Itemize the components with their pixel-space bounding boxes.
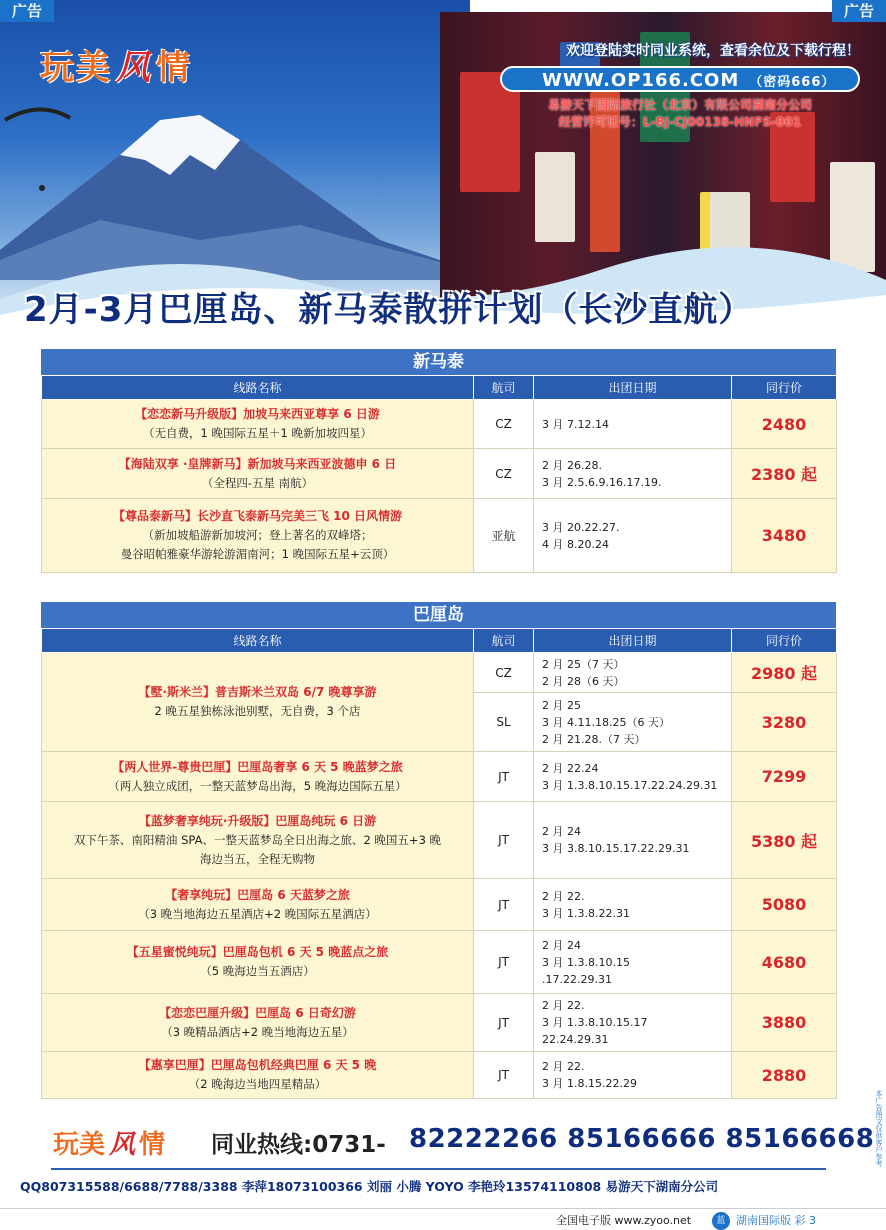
- route-table: [41, 628, 837, 1099]
- website-pill[interactable]: [500, 66, 860, 92]
- route-title: 【恋恋巴厘升级】巴厘岛 6 日奇幻游: [159, 1005, 356, 1020]
- price-cell: 2380 起: [732, 449, 837, 499]
- date-line: 2 月 25（7 天）: [542, 657, 625, 671]
- price-cell: 5380 起: [732, 802, 837, 879]
- logo-text-2: 风: [109, 1130, 136, 1160]
- footer-hotline: [41, 1112, 875, 1172]
- table-row: [42, 499, 837, 573]
- price-cell: 4680: [732, 931, 837, 994]
- route-desc: （5 晚海边当五酒店）: [200, 964, 315, 978]
- logo-text-3: 情: [139, 1130, 166, 1160]
- date-line: 2 月 24: [542, 938, 581, 952]
- dates-cell: [534, 693, 732, 752]
- dates-cell: [534, 449, 732, 499]
- route-title: 【惠享巴厘】巴厘岛包机经典巴厘 6 天 5 晚: [138, 1058, 377, 1072]
- date-line: 3 月 1.3.8.10.15.17: [542, 1016, 648, 1029]
- airline-cell: CZ: [474, 449, 534, 499]
- route-cell: [42, 931, 474, 994]
- route-desc: （2 晚海边当地四星精品）: [188, 1077, 327, 1091]
- date-line: 3 月 20.22.27.: [542, 520, 620, 534]
- airline-cell: JT: [474, 1052, 534, 1099]
- date-line: 2 月 28（6 天）: [542, 674, 625, 688]
- date-line: 3 月 1.8.15.22.29: [542, 1077, 637, 1090]
- col-route: 线路名称: [42, 376, 474, 400]
- website-password: （密码666）: [749, 75, 836, 90]
- col-airline: 航司: [474, 376, 534, 400]
- route-desc: 2 晚五星独栋泳池别墅，无自费，3 个店: [154, 704, 361, 718]
- date-line: 3 月 4.11.18.25（6 天）: [542, 715, 670, 729]
- table-row: [42, 1052, 837, 1099]
- dates-cell: [534, 802, 732, 879]
- route-title: 【恋恋新马升级版】加坡马来西亚尊享 6 日游: [135, 407, 380, 421]
- page-title: 2月-3月巴厘岛、新马泰散拼计划（长沙直航）: [24, 290, 754, 330]
- airline-cell: JT: [474, 752, 534, 802]
- ad-label-right: 广告: [832, 0, 886, 22]
- logo-text-1: 玩美: [40, 48, 112, 88]
- date-line: 3 月 3.8.10.15.17.22.29.31: [542, 842, 690, 855]
- logo-text-3: 情: [156, 48, 192, 88]
- table-row: [42, 653, 837, 693]
- price-cell: 2880: [732, 1052, 837, 1099]
- route-desc: （无自费，1 晚国际五星＋1 晚新加坡四星）: [143, 426, 372, 440]
- price-cell: 3880: [732, 994, 837, 1052]
- route-title: 【蓝梦奢享纯玩·升级版】巴厘岛纯玩 6 日游: [138, 813, 377, 828]
- section-xinmatai: [41, 349, 836, 573]
- price-cell: 2980 起: [732, 653, 837, 693]
- airline-cell: CZ: [474, 400, 534, 449]
- price-cell: 5080: [732, 879, 837, 931]
- route-cell: [42, 449, 474, 499]
- airline-cell: JT: [474, 802, 534, 879]
- date-line: 2 月 22.: [542, 1060, 585, 1073]
- date-line: 2 月 26.28.: [542, 458, 602, 472]
- date-line: 2 月 25: [542, 698, 581, 712]
- table-row: [42, 400, 837, 449]
- logo-text-1: 玩美: [53, 1130, 106, 1160]
- table-header-row: [42, 376, 837, 400]
- airline-cell: JT: [474, 994, 534, 1052]
- date-line: 22.24.29.31: [542, 1033, 609, 1046]
- edition-label: 湖南国际版 彩 3: [736, 1214, 816, 1227]
- table-row: [42, 449, 837, 499]
- date-line: 3 月 1.3.8.10.15: [542, 955, 630, 969]
- dates-cell: [534, 931, 732, 994]
- hotline-label: 同业热线:0731-: [211, 1132, 386, 1158]
- footer-logo: [53, 1124, 165, 1161]
- route-cell: [42, 653, 474, 752]
- welcome-text: 欢迎登陆实时同业系统，查看余位及下载行程！: [566, 43, 860, 59]
- route-desc-2: 曼谷昭帕雅豪华游轮游湄南河；1 晚国际五星+云顶）: [120, 547, 395, 561]
- bottom-bar: [0, 1208, 886, 1230]
- col-dates: 出团日期: [534, 376, 732, 400]
- route-cell: [42, 994, 474, 1052]
- route-cell: [42, 752, 474, 802]
- route-desc: （3 晚当地海边五星酒店+2 晚国际五星酒店）: [138, 906, 377, 921]
- route-desc-2: 海边当五，全程无购物: [200, 851, 315, 866]
- contact-list: QQ807315588/6688/7788/3388 李萍18073100366 刘丽 小腾 YOYO 李艳玲13574110808 易游天下湖南分公司: [20, 1179, 719, 1194]
- route-desc: 双下午茶、南阳精油 SPA、一整天蓝梦岛全日出海之旅、2 晚国五+3 晚: [73, 832, 442, 847]
- section-title: 巴厘岛: [41, 602, 836, 628]
- hotline-numbers[interactable]: 82222266 85166666 85166668: [409, 1124, 875, 1154]
- route-desc: （全程四-五星 南航）: [201, 475, 314, 490]
- airline-cell: SL: [474, 693, 534, 752]
- table-row: [42, 802, 837, 879]
- section-title: 新马泰: [41, 349, 836, 375]
- date-line: 2 月 24: [542, 825, 581, 838]
- dates-cell: [534, 752, 732, 802]
- date-line: .17.22.29.31: [542, 972, 612, 986]
- route-cell: [42, 1052, 474, 1099]
- brand-logo: [40, 40, 192, 89]
- route-table: [41, 375, 837, 573]
- date-line: 3 月 7.12.14: [542, 417, 609, 431]
- ad-label-left: 广告: [0, 0, 54, 22]
- dates-cell: [534, 400, 732, 449]
- route-title: 【墅·斯米兰】普吉斯米兰双岛 6/7 晚尊享游: [138, 685, 377, 699]
- company-name: 易游天下国际旅行社（北京）有限公司湖南分公司: [547, 98, 812, 112]
- side-disclaimer: 本广告图文仅供客户参考: [875, 1090, 883, 1167]
- table-row: [42, 752, 837, 802]
- date-line: 3 月 1.3.8.10.15.17.22.24.29.31: [542, 778, 718, 792]
- airline-cell: CZ: [474, 653, 534, 693]
- route-cell: [42, 802, 474, 879]
- col-dates: 出团日期: [534, 629, 732, 653]
- license-number: 经营许可证号：L-BJ-CJ00138-HNFS-001: [558, 115, 802, 129]
- dates-cell: [534, 994, 732, 1052]
- price-cell: 3480: [732, 499, 837, 573]
- edition-badge: 蓝: [712, 1212, 730, 1230]
- airline-cell: 亚航: [474, 499, 534, 573]
- route-desc: （新加坡船游新加坡河；登上著名的双峰塔；: [142, 528, 373, 542]
- route-cell: [42, 400, 474, 449]
- website-url[interactable]: WWW.OP166.COM: [542, 70, 740, 91]
- col-airline: 航司: [474, 629, 534, 653]
- agency-info: [500, 40, 860, 130]
- dates-cell: [534, 1052, 732, 1099]
- route-desc: （3 晚精品酒店+2 晚当地海边五星）: [161, 1024, 354, 1039]
- table-row: [42, 879, 837, 931]
- dates-cell: [534, 879, 732, 931]
- section-bali: [41, 602, 836, 1099]
- route-title: 【尊品泰新马】长沙直飞泰新马完美三飞 10 日风情游: [112, 509, 403, 523]
- price-cell: 3280: [732, 693, 837, 752]
- col-price: 同行价: [732, 376, 837, 400]
- date-line: 2 月 21.28.（7 天）: [542, 732, 646, 746]
- col-route: 线路名称: [42, 629, 474, 653]
- route-cell: [42, 499, 474, 573]
- price-cell: 7299: [732, 752, 837, 802]
- price-cell: 2480: [732, 400, 837, 449]
- dates-cell: [534, 653, 732, 693]
- route-title: 【奢享纯玩】巴厘岛 6 天蓝梦之旅: [165, 887, 350, 902]
- route-title: 【五星蜜悦纯玩】巴厘岛包机 6 天 5 晚蓝点之旅: [126, 945, 389, 959]
- footer-divider: [51, 1168, 826, 1170]
- route-title: 【两人世界-尊贵巴厘】巴厘岛奢享 6 天 5 晚蓝梦之旅: [112, 759, 403, 774]
- date-line: 2 月 22.: [542, 889, 585, 903]
- route-desc: （两人独立成团，一整天蓝梦岛出海，5 晚海边国际五星）: [108, 778, 407, 793]
- table-row: [42, 994, 837, 1052]
- date-line: 3 月 1.3.8.22.31: [542, 906, 630, 920]
- airline-cell: JT: [474, 879, 534, 931]
- logo-text-2: 风: [116, 48, 152, 88]
- date-line: 3 月 2.5.6.9.16.17.19.: [542, 475, 662, 489]
- table-header-row: [42, 629, 837, 653]
- table-row: [42, 931, 837, 994]
- col-price: 同行价: [732, 629, 837, 653]
- route-title: 【海陆双享 ·皇牌新马】新加坡马来西亚波德申 6 日: [118, 456, 397, 471]
- dates-cell: [534, 499, 732, 573]
- date-line: 2 月 22.: [542, 999, 585, 1012]
- date-line: 4 月 8.20.24: [542, 537, 609, 551]
- edition-site[interactable]: 全国电子版 www.zyoo.net: [556, 1214, 692, 1227]
- date-line: 2 月 22.24: [542, 761, 599, 775]
- airline-cell: JT: [474, 931, 534, 994]
- route-cell: [42, 879, 474, 931]
